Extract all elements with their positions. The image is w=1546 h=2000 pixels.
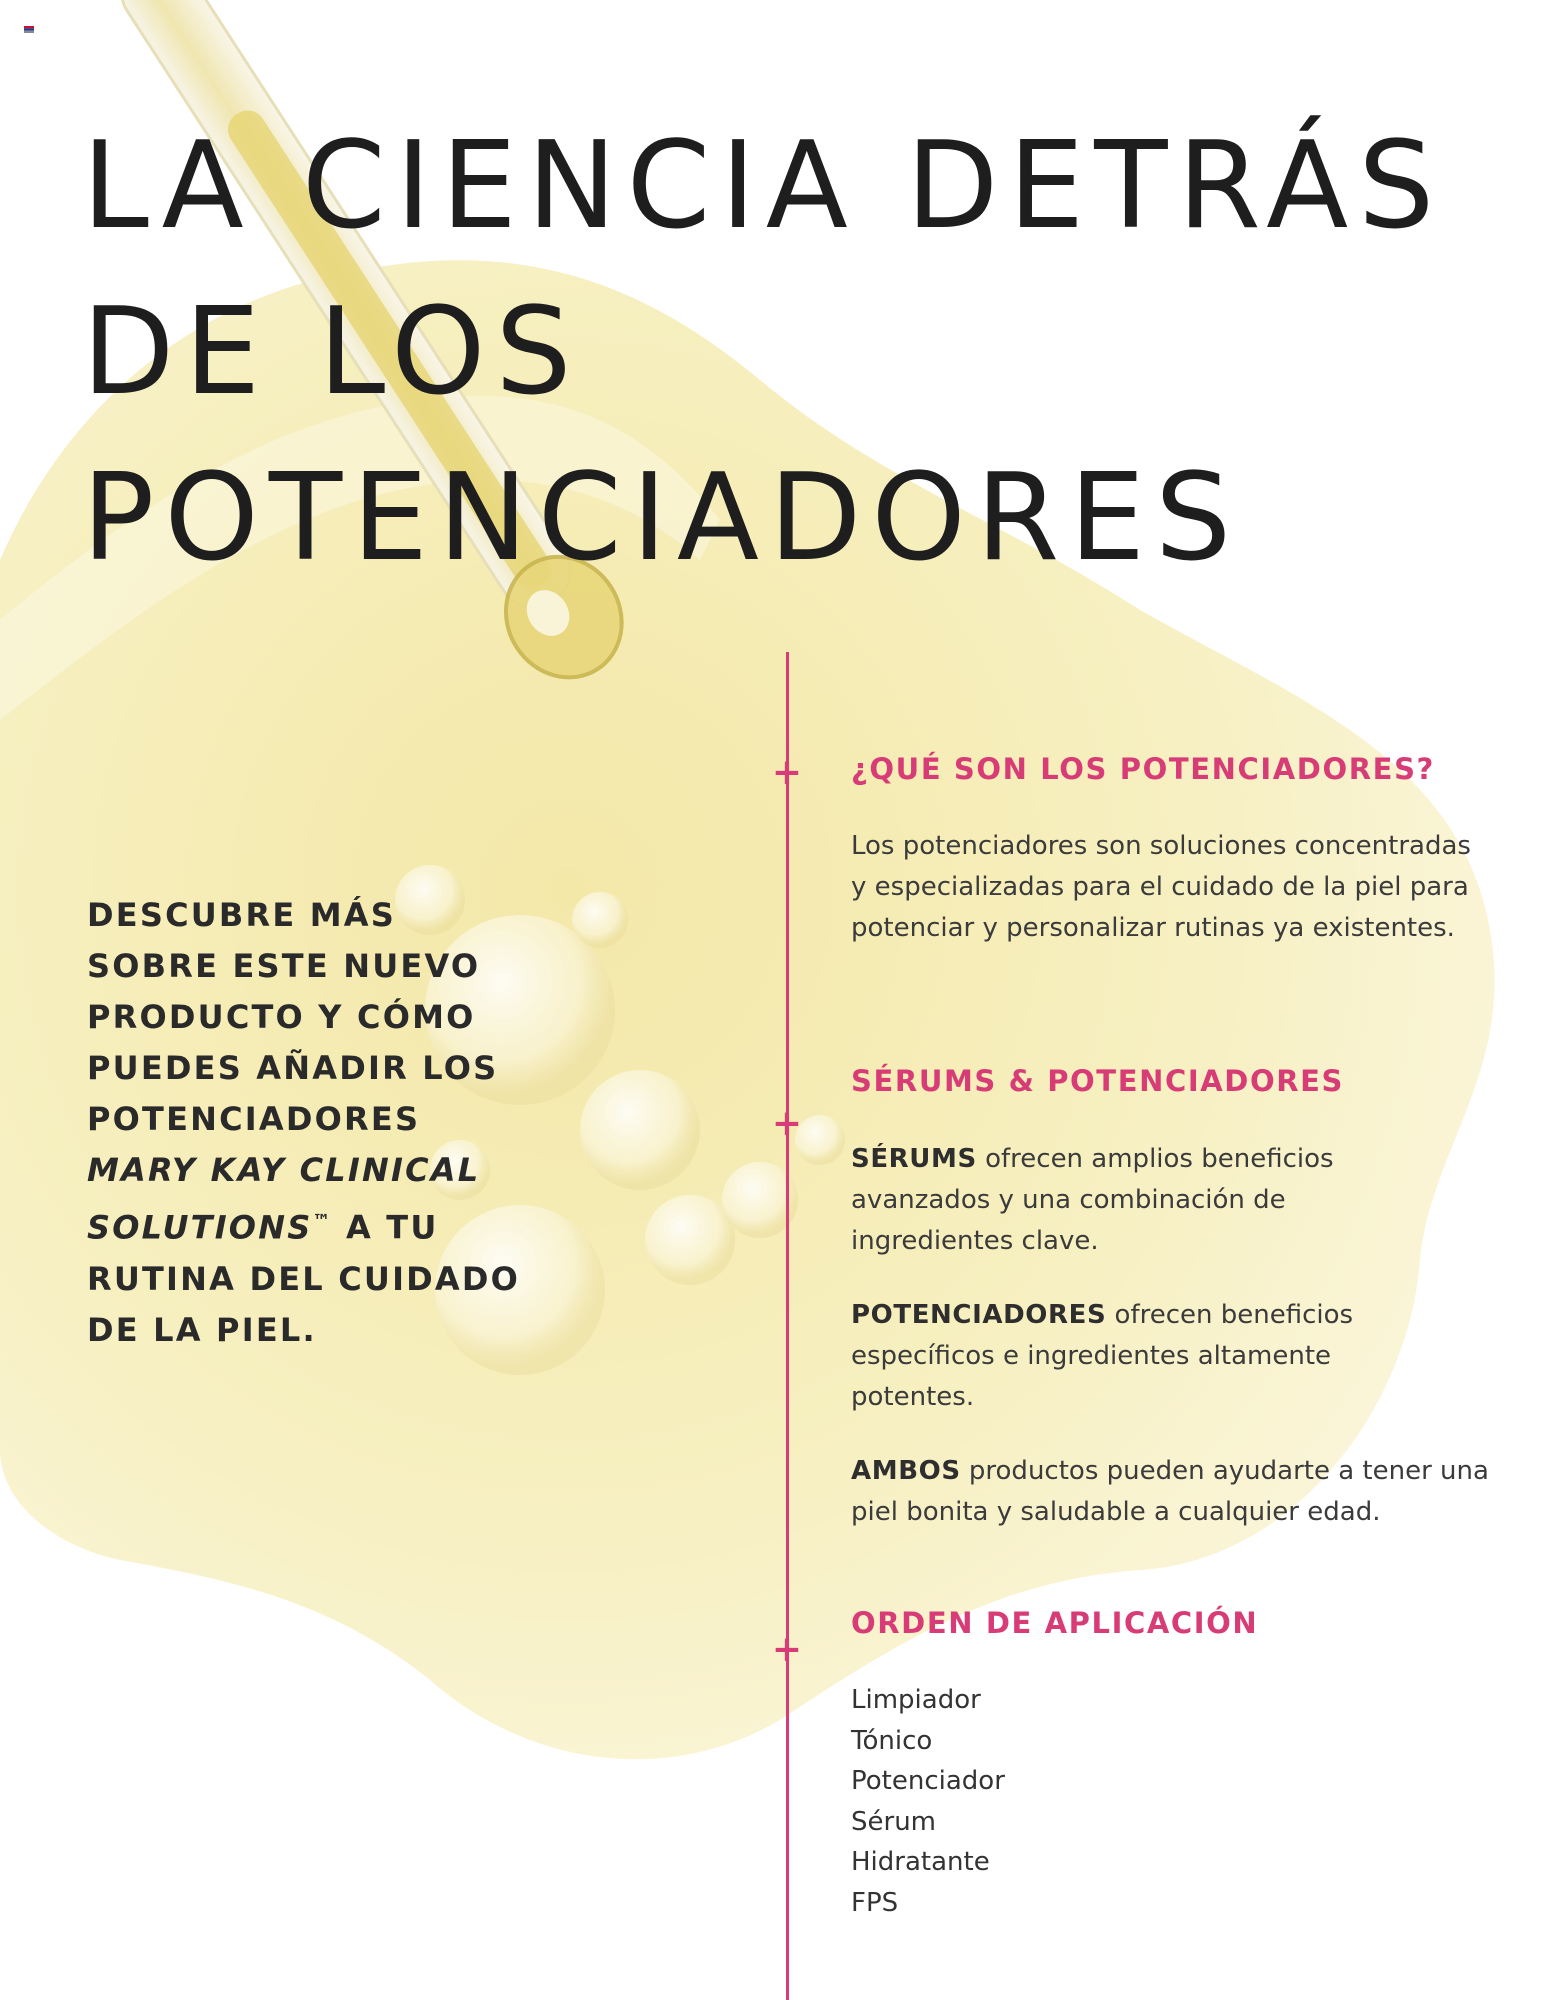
brand-name: SOLUTIONS — [87, 1208, 313, 1247]
list-item: Sérum — [851, 1806, 936, 1837]
plus-icon: + — [771, 752, 803, 793]
timeline-divider — [786, 652, 789, 2000]
intro-line: A TU — [332, 1208, 439, 1247]
title-line: LA CIENCIA DETRÁS — [82, 117, 1445, 256]
plus-icon: + — [771, 1103, 803, 1144]
title-line: POTENCIADORES — [82, 449, 1242, 588]
both-paragraph — [851, 1451, 1491, 1533]
page-title — [82, 104, 1522, 602]
intro-line: PUEDES AÑADIR LOS — [87, 1049, 499, 1087]
intro-line: POTENCIADORES — [87, 1100, 421, 1138]
intro-line: DE LA PIEL. — [87, 1310, 317, 1349]
intro-line: SOBRE ESTE NUEVO — [87, 947, 481, 985]
section-heading: SÉRUMS & POTENCIADORES — [851, 1064, 1345, 1098]
flag-icon — [24, 26, 34, 33]
intro-line: PRODUCTO Y CÓMO — [87, 998, 476, 1036]
intro-callout — [87, 890, 557, 1356]
section-body: Los potenciadores son soluciones concentradas y especializadas para el cuidado de la piel para potenciar y personalizar rutinas ya existentes. — [851, 831, 1471, 943]
boosters-paragraph — [851, 1295, 1411, 1418]
plus-icon: + — [771, 1629, 803, 1670]
serums-paragraph — [851, 1139, 1391, 1262]
term-description: ofrecen beneficios específicos e ingredientes altamente potentes. — [851, 1300, 1354, 1412]
term-description: ofrecen amplios beneficios avanzados y una combinación de ingredientes clave. — [851, 1144, 1334, 1256]
term: POTENCIADORES — [851, 1300, 1107, 1330]
section-serums-boosters — [851, 1064, 1489, 1533]
section-what-are — [851, 752, 1481, 949]
term: AMBOS — [851, 1456, 961, 1486]
section-heading: ORDEN DE APLICACIÓN — [851, 1606, 1259, 1640]
application-steps-list — [851, 1680, 1481, 1923]
section-application-order — [851, 1606, 1481, 1923]
trademark-symbol: ™ — [312, 1211, 333, 1232]
intro-line: RUTINA DEL CUIDADO — [87, 1259, 521, 1298]
brand-name: MARY KAY CLINICAL — [87, 1151, 481, 1189]
section-heading: ¿QUÉ SON LOS POTENCIADORES? — [851, 752, 1435, 786]
list-item: Hidratante — [851, 1847, 990, 1877]
term: SÉRUMS — [851, 1144, 977, 1174]
list-item: Limpiador — [851, 1685, 981, 1715]
list-item: Potenciador — [851, 1766, 1005, 1796]
intro-line: DESCUBRE MÁS — [87, 896, 397, 934]
list-item: FPS — [851, 1887, 899, 1918]
term-description: productos pueden ayudarte a tener una piel bonita y saludable a cualquier edad. — [851, 1456, 1489, 1527]
title-line: DE LOS — [82, 283, 582, 422]
list-item: Tónico — [851, 1725, 933, 1756]
